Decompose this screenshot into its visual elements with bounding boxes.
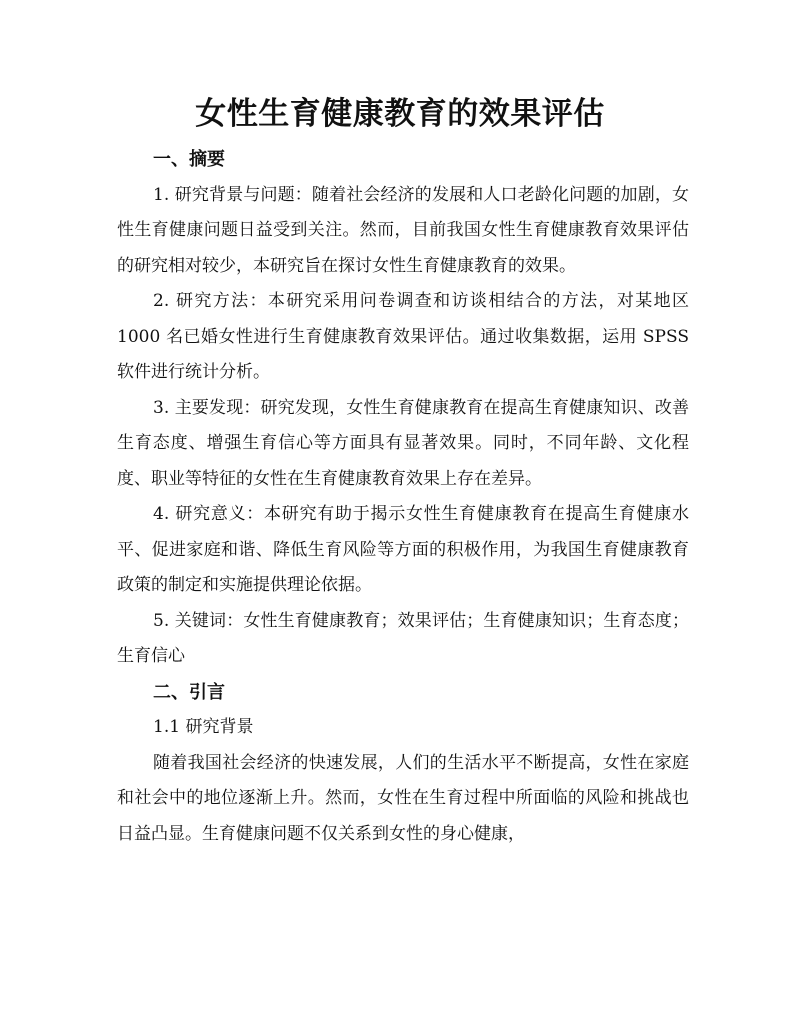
section-heading-abstract: 一、摘要 bbox=[153, 149, 225, 170]
abstract-paragraph-methods: 2. 研究方法：本研究采用问卷调查和访谈相结合的方法，对某地区 1000 名已婚女性进行生育健康教育效果评估。通过收集数据，运用 SPSS 软件进行统计分析。 bbox=[117, 291, 689, 382]
abstract-paragraph-background: 1. 研究背景与问题：随着社会经济的发展和人口老龄化问题的加剧，女性生育健康问题日益受到关注。然而，目前我国女性生育健康教育效果评估的研究相对较少，本研究旨在探讨女性生育健康教育的效果。 bbox=[117, 184, 689, 276]
abstract-paragraph-keywords: 5. 关键词：女性生育健康教育；效果评估；生育健康知识；生育态度；生育信心 bbox=[117, 610, 689, 666]
document-title: 女性生育健康教育的效果评估 bbox=[195, 96, 605, 132]
section-heading-introduction: 二、引言 bbox=[153, 681, 225, 703]
abstract-paragraph-findings: 3. 主要发现：研究发现，女性生育健康教育在提高生育健康知识、改善生育态度、增强生育信心等方面具有显著效果。同时，不同年龄、文化程度、职业等特征的女性在生育健康教育效果上存在差异。 bbox=[117, 397, 689, 489]
abstract-paragraph-significance: 4. 研究意义：本研究有助于揭示女性生育健康教育在提高生育健康水平、促进家庭和谐、降低生育风险等方面的积极作用，为我国生育健康教育政策的制定和实施提供理论依据。 bbox=[117, 504, 689, 595]
introduction-paragraph: 随着我国社会经济的快速发展，人们的生活水平不断提高，女性在家庭和社会中的地位逐渐上升。然而，女性在生育过程中所面临的风险和挑战也日益凸显。生育健康问题不仅关系到女性的身心健康， bbox=[117, 752, 689, 844]
document-body bbox=[117, 142, 689, 852]
subsection-heading-background: 1.1 研究背景 bbox=[153, 717, 254, 737]
